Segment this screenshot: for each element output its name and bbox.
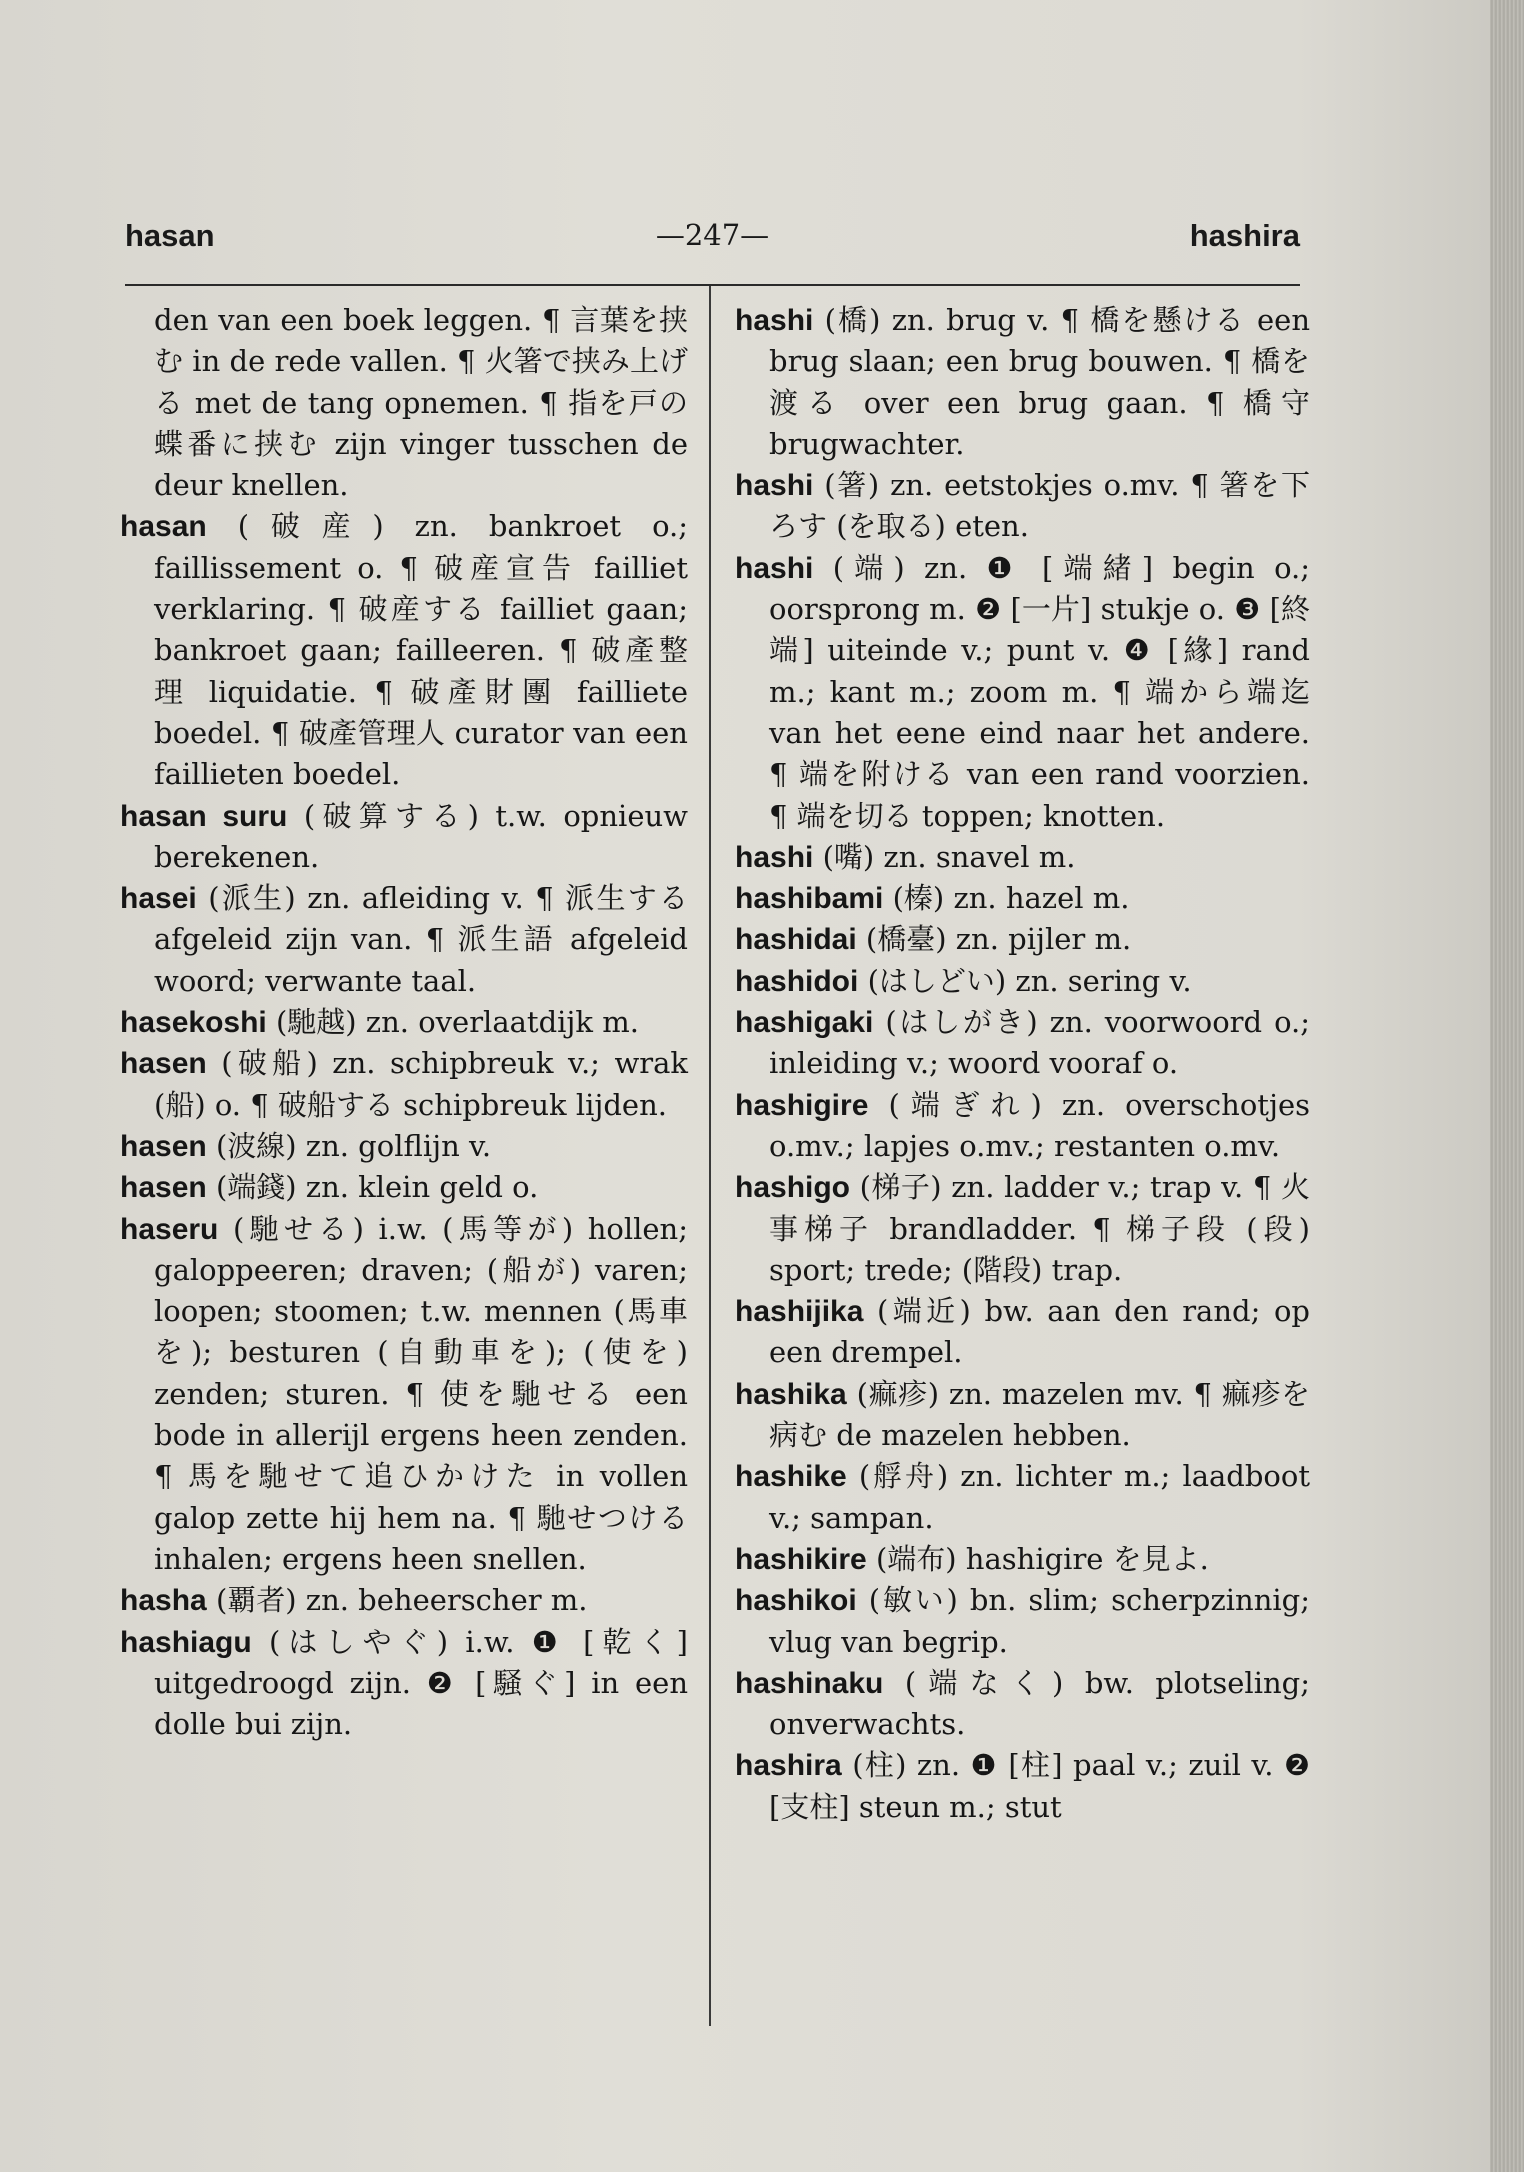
headword: hashibami [735, 882, 884, 916]
dictionary-entry [735, 1456, 1310, 1539]
entry-text: (艀舟) zn. lichter m.; laadboot v.; sampan. [769, 1459, 1311, 1535]
headword: hashikire [735, 1542, 867, 1576]
dictionary-entry [735, 1745, 1310, 1828]
entry-text: (橋) zn. brug v. ¶ 橋を懸ける een brug slaan; een brug bouwen. ¶ 橋を渡る over een brug gaan. ¶ 橋守 brugwachter. [769, 303, 1310, 461]
entry-text: (端近) bw. aan den rand; op een drempel. [769, 1294, 1310, 1370]
entry-text: (柱) zn. ❶ [柱] paal v.; zuil v. ❷ [支柱] steun m.; stut [769, 1748, 1310, 1824]
headword: hasan suru [120, 799, 288, 833]
header-rule [125, 284, 1300, 286]
headword: hashi [735, 840, 814, 874]
entry-text: (破算する) t.w. opnieuw berekenen. [154, 798, 688, 874]
headword: hashigire [735, 1088, 869, 1122]
entry-text: (榛) zn. hazel m. [892, 881, 1130, 916]
dictionary-entry [735, 1167, 1310, 1291]
dictionary-entry [120, 300, 688, 506]
dictionary-entry [735, 1663, 1310, 1746]
entry-text: (端なく) bw. plotseling; onverwachts. [769, 1665, 1310, 1742]
running-head [125, 218, 1300, 262]
entry-text: (端錢) zn. klein geld o. [215, 1170, 539, 1205]
headword: haseru [120, 1212, 219, 1246]
left-column [120, 300, 688, 1745]
entry-text: (覇者) zn. beheerscher m. [215, 1583, 588, 1618]
headword: hasei [120, 882, 197, 916]
headword: hashinaku [735, 1666, 884, 1700]
dictionary-entry [735, 548, 1310, 837]
dictionary-entry [735, 837, 1310, 878]
headword: hashiagu [120, 1625, 252, 1659]
dictionary-entry [735, 878, 1310, 919]
headword: hashijika [735, 1295, 864, 1329]
headword: hashika [735, 1377, 847, 1411]
headword: hashikoi [735, 1584, 857, 1618]
dictionary-entry [735, 961, 1310, 1002]
entry-text: (端) zn. ❶ [端緒] begin o.; oorsprong m. ❷ [一片] stukje o. ❸ [終端] uiteinde v.; punt v. ❹ [緣] rand m.; kant m.; zoom m. ¶ 端から端迄 van het eene eind naar het andere. ¶ 端を附ける van een rand voorzien. ¶ 端を切る toppen; knotten. [769, 550, 1311, 833]
headword: hashi [735, 551, 814, 585]
dictionary-entry [120, 1580, 688, 1621]
headword: hashigo [735, 1171, 851, 1205]
entry-text: (端布) hashigire を見よ. [875, 1541, 1209, 1576]
entry-text: (破船) zn. schipbreuk v.; wrak (船) o. ¶ 破船する schipbreuk lijden. [154, 1046, 689, 1122]
entry-text: (はしどい) zn. sering v. [867, 963, 1192, 998]
dictionary-entry [735, 919, 1310, 960]
headword: hashigaki [735, 1006, 874, 1040]
headword: hashidoi [735, 964, 859, 998]
dictionary-entry [120, 1622, 688, 1746]
entry-text: (敏い) bn. slim; scherpzinnig; vlug van begrip. [769, 1583, 1311, 1659]
dictionary-entry [735, 465, 1310, 548]
entry-text: (梯子) zn. ladder v.; trap v. ¶ 火事梯子 brandladder. ¶ 梯子段 (段) sport; trede; (階段) trap. [769, 1170, 1310, 1287]
dictionary-entry [120, 1209, 688, 1581]
entry-text: (破産) zn. bankroet o.; faillissement o. ¶ 破産宣告 failliet verklaring. ¶ 破産する failliet gaan; bankroet gaan; failleeren. ¶ 破產整理 liquidatie. ¶ 破產財團 failliete boedel. ¶ 破產管理人 curator van een faillieten boedel. [154, 509, 689, 792]
entry-text: (嘴) zn. snavel m. [822, 839, 1076, 874]
right-column [735, 300, 1310, 1828]
entry-text: (痲疹) zn. mazelen mv. ¶ 痲疹を病む de mazelen hebben. [769, 1376, 1310, 1453]
headword: hasen [120, 1047, 207, 1081]
headword: hasan [120, 510, 207, 544]
headword: hashike [735, 1460, 847, 1494]
dictionary-entry [735, 1085, 1310, 1168]
entry-text: (橋臺) zn. pijler m. [865, 922, 1132, 957]
headword: hasen [120, 1129, 207, 1163]
entry-text: den van een boek leggen. ¶ 言葉を挟む in de rede vallen. ¶ 火箸で挟み上げる met de tang opnemen. ¶ 指を戸の蝶番に挟む zijn vinger tusschen de deur knellen. [154, 303, 688, 503]
dictionary-entry [120, 1002, 688, 1043]
dictionary-entry [735, 1539, 1310, 1580]
dictionary-entry [735, 1374, 1310, 1457]
entry-text: (馳越) zn. overlaatdijk m. [275, 1005, 639, 1040]
entry-text: (はしやぐ) i.w. ❶ [乾く] uitgedroogd zijn. ❷ [騒ぐ] in een dolle bui zijn. [154, 1624, 688, 1742]
headword: hasen [120, 1171, 207, 1205]
entry-text: (はしがき) zn. voorwoord o.; inleiding v.; woord vooraf o. [769, 1005, 1311, 1081]
headword: hasekoshi [120, 1006, 267, 1040]
page-number: —247— [655, 218, 770, 252]
headword: hashi [735, 304, 814, 337]
dictionary-entry [120, 878, 688, 1002]
left-guide-word: hasan [125, 218, 215, 253]
entry-text: (馳せる) i.w. (馬等が) hollen; galoppeeren; draven; (船が) varen; loopen; stoomen; t.w. mennen (馬車を); besturen (自動車を); (使を) zenden; sturen. ¶ 使を馳せる een bode in allerijl ergens heen zenden. ¶ 馬を馳せて追ひかけた in vollen galop zette hij hem na. ¶ 馳せつける inhalen; ergens heen snellen. [154, 1211, 688, 1576]
headword: hasha [120, 1584, 207, 1618]
entry-text: (派生) zn. afleiding v. ¶ 派生する afgeleid zijn van. ¶ 派生語 afgeleid woord; verwante taal. [154, 881, 689, 998]
right-guide-word: hashira [1189, 218, 1300, 253]
headword: hashi [735, 469, 814, 503]
page-edge [1490, 0, 1524, 2172]
dictionary-entry [735, 1580, 1310, 1663]
dictionary-entry [120, 506, 688, 795]
entry-text: (箸) zn. eetstokjes o.mv. ¶ 箸を下ろす (を取る) eten. [769, 468, 1310, 544]
entry-text: (端ぎれ) zn. overschotjes o.mv.; lapjes o.mv.; restanten o.mv. [769, 1087, 1310, 1163]
headword: hashidai [735, 923, 857, 957]
dictionary-entry [120, 1167, 688, 1208]
column-divider [709, 286, 711, 2026]
dictionary-entry [735, 1291, 1310, 1374]
entry-text: (波線) zn. golflijn v. [215, 1128, 492, 1163]
dictionary-entry [735, 1002, 1310, 1085]
headword: hashira [735, 1749, 842, 1783]
dictionary-entry [120, 1126, 688, 1167]
dictionary-entry [120, 1043, 688, 1126]
dictionary-entry [120, 796, 688, 879]
dictionary-entry [735, 300, 1310, 465]
